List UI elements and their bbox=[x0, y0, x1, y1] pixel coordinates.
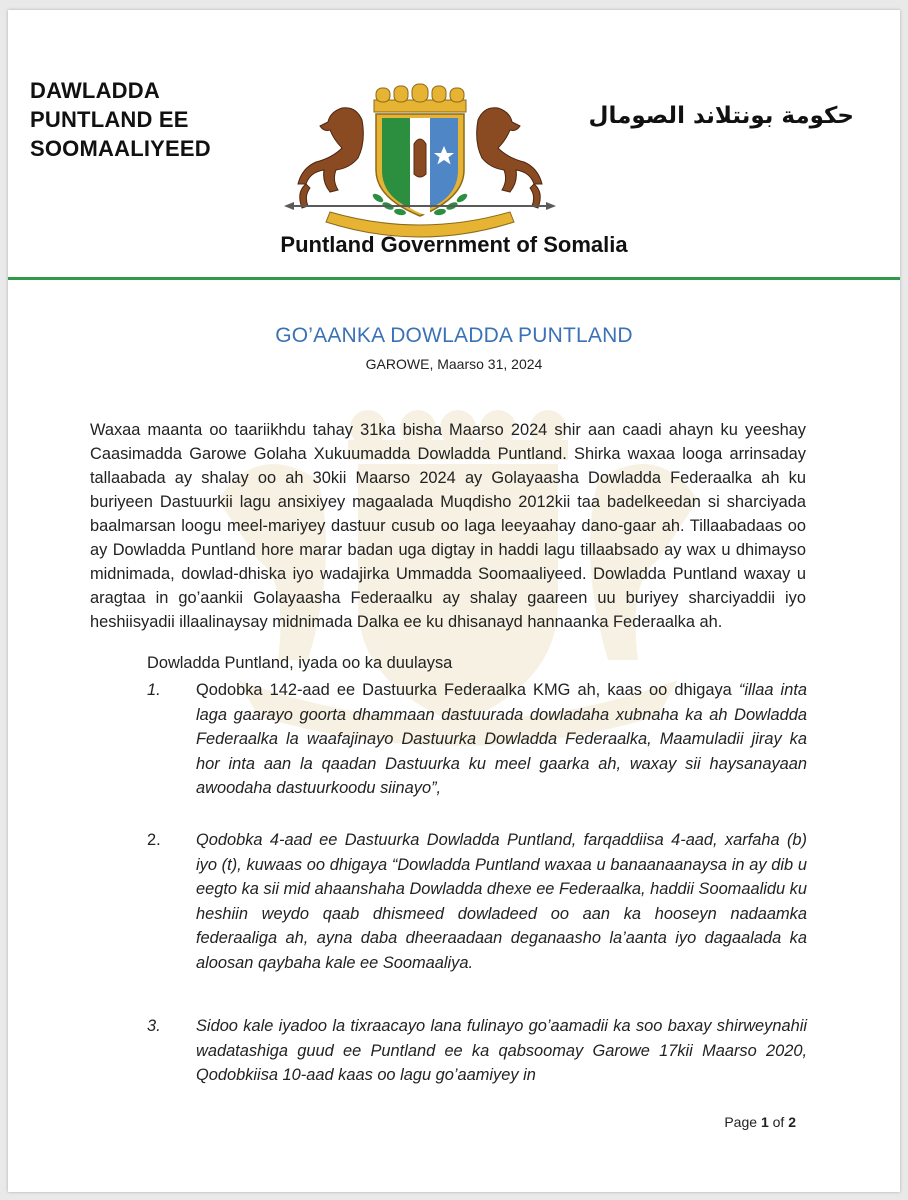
header-left-line-1: DAWLADDA bbox=[30, 78, 160, 103]
header-left-line-2: PUNTLAND EE bbox=[30, 107, 189, 132]
dateline: GAROWE, Maarso 31, 2024 bbox=[365, 356, 543, 372]
document-title: GO’AANKA DOWLADDA PUNTLAND bbox=[275, 324, 633, 347]
header-right-arabic-title: حكومة بونتلاند الصومال bbox=[588, 103, 854, 129]
page-word: Page bbox=[724, 1114, 758, 1130]
government-title: Puntland Government of Somalia bbox=[280, 232, 628, 257]
list-item-plain-text: Qodobka 142-aad ee Dastuurka Federaalka KMG ah, kaas oo dhigaya bbox=[196, 681, 739, 699]
current-page: 1 bbox=[760, 1114, 769, 1130]
total-pages: 2 bbox=[788, 1114, 796, 1130]
puntland-emblem bbox=[270, 80, 570, 240]
lead-sentence: Dowladda Puntland, iyada oo ka duulaysa bbox=[147, 654, 453, 672]
of-word: of bbox=[772, 1114, 785, 1130]
page-number bbox=[724, 1114, 796, 1130]
crown-icon bbox=[374, 84, 466, 112]
list-item-text: Qodobka 4-aad ee Dastuurka Dowladda Puntland, farqaddiisa 4-aad, xarfaha (b) iyo (t), kuwaas oo dhigaya “Dowladda Puntland waxaa u banaanaanaysa in ay dib u eegto ka sii mid ahaanshaha Dowladda dhexe ee Federaalka, haddii Soomaalidu ku heshiin weydo qaab dhismeed dowladeed oo aan ka hooseyn nadaamka federaaliga ah, ayna daba dheeraadaan deganaasho la’aanta iyo dagaalada ka aloosan qaybaha kale ee Soomaaliya. bbox=[196, 831, 807, 972]
list-item-text: Sidoo kale iyadoo la tixraacayo lana fulinayo go’aamadii ka soo baxay shirweynahii wadatashiga guud ee Puntland ee ka qabsoomay Garowe 17kii Maarso 2020, Qodobkiisa 10-aad kaas oo lagu go’aamiyey in bbox=[196, 1017, 807, 1084]
shield-icon bbox=[376, 114, 464, 216]
header-left-line-3: SOOMAALIYEED bbox=[30, 136, 211, 161]
document-page bbox=[8, 10, 900, 1192]
list-item-number: 3. bbox=[147, 1017, 161, 1035]
list-item-text bbox=[196, 678, 807, 801]
right-horse-icon bbox=[477, 108, 542, 208]
list-item-number: 1. bbox=[147, 681, 161, 699]
header-divider bbox=[8, 277, 900, 280]
left-horse-icon bbox=[298, 108, 363, 208]
header-left-title bbox=[30, 76, 211, 163]
list-item-number: 2. bbox=[147, 831, 161, 849]
list-item-quote: “illaa inta laga gaarayo goorta dhammaan dastuurada dowladaha xubnaha ka ah Dowladda Federaalka la waafajinayo Dastuurka Dowladda Federaalka, Maamuladii jiray ka hor inta aan la qaadan Dastuurka ku meel gaarka ah, waxay sii haysanayaan awoodaha dastuurkoodu siinayo”, bbox=[196, 681, 807, 797]
intro-paragraph: Waxaa maanta oo taariikhdu tahay 31ka bisha Maarso 2024 shir aan caadi ahayn ku yeeshay Caasimadda Garowe Golaha Xukuumadda Dowladda Puntland. Shirka waxaa looga arrinsaday tallaabada ay shalay oo ah 30kii Maarso 2024 ay Golayaasha Dowladda Federaalka ah ku buriyeen Dastuurkii lagu ansixiyey magaalada Muqdisho 2012kii taa badelkeedan si sharciyada baalmarsan loogu meel-mariyey dastuur cusub oo laga leeyaahay dano-gaar ah. Tillaabadaas oo ay Dowladda Puntland hore marar badan uga digtay in haddi lagu tillaabsado ay wax u dhimayso midnimada, dowlad-dhiska iyo wadajirka Ummadda Soomaaliyeed. Dowladda Puntland waxay u aragtaa in go’aankii Golayaasha Federaalku ay shalay gaareen uu buriyey sharciyaddii iyo heshiisyadii illaalinaysay midnimada Dalka ee ku dhisanayd hannaanka Federaalka ah. bbox=[90, 421, 806, 631]
